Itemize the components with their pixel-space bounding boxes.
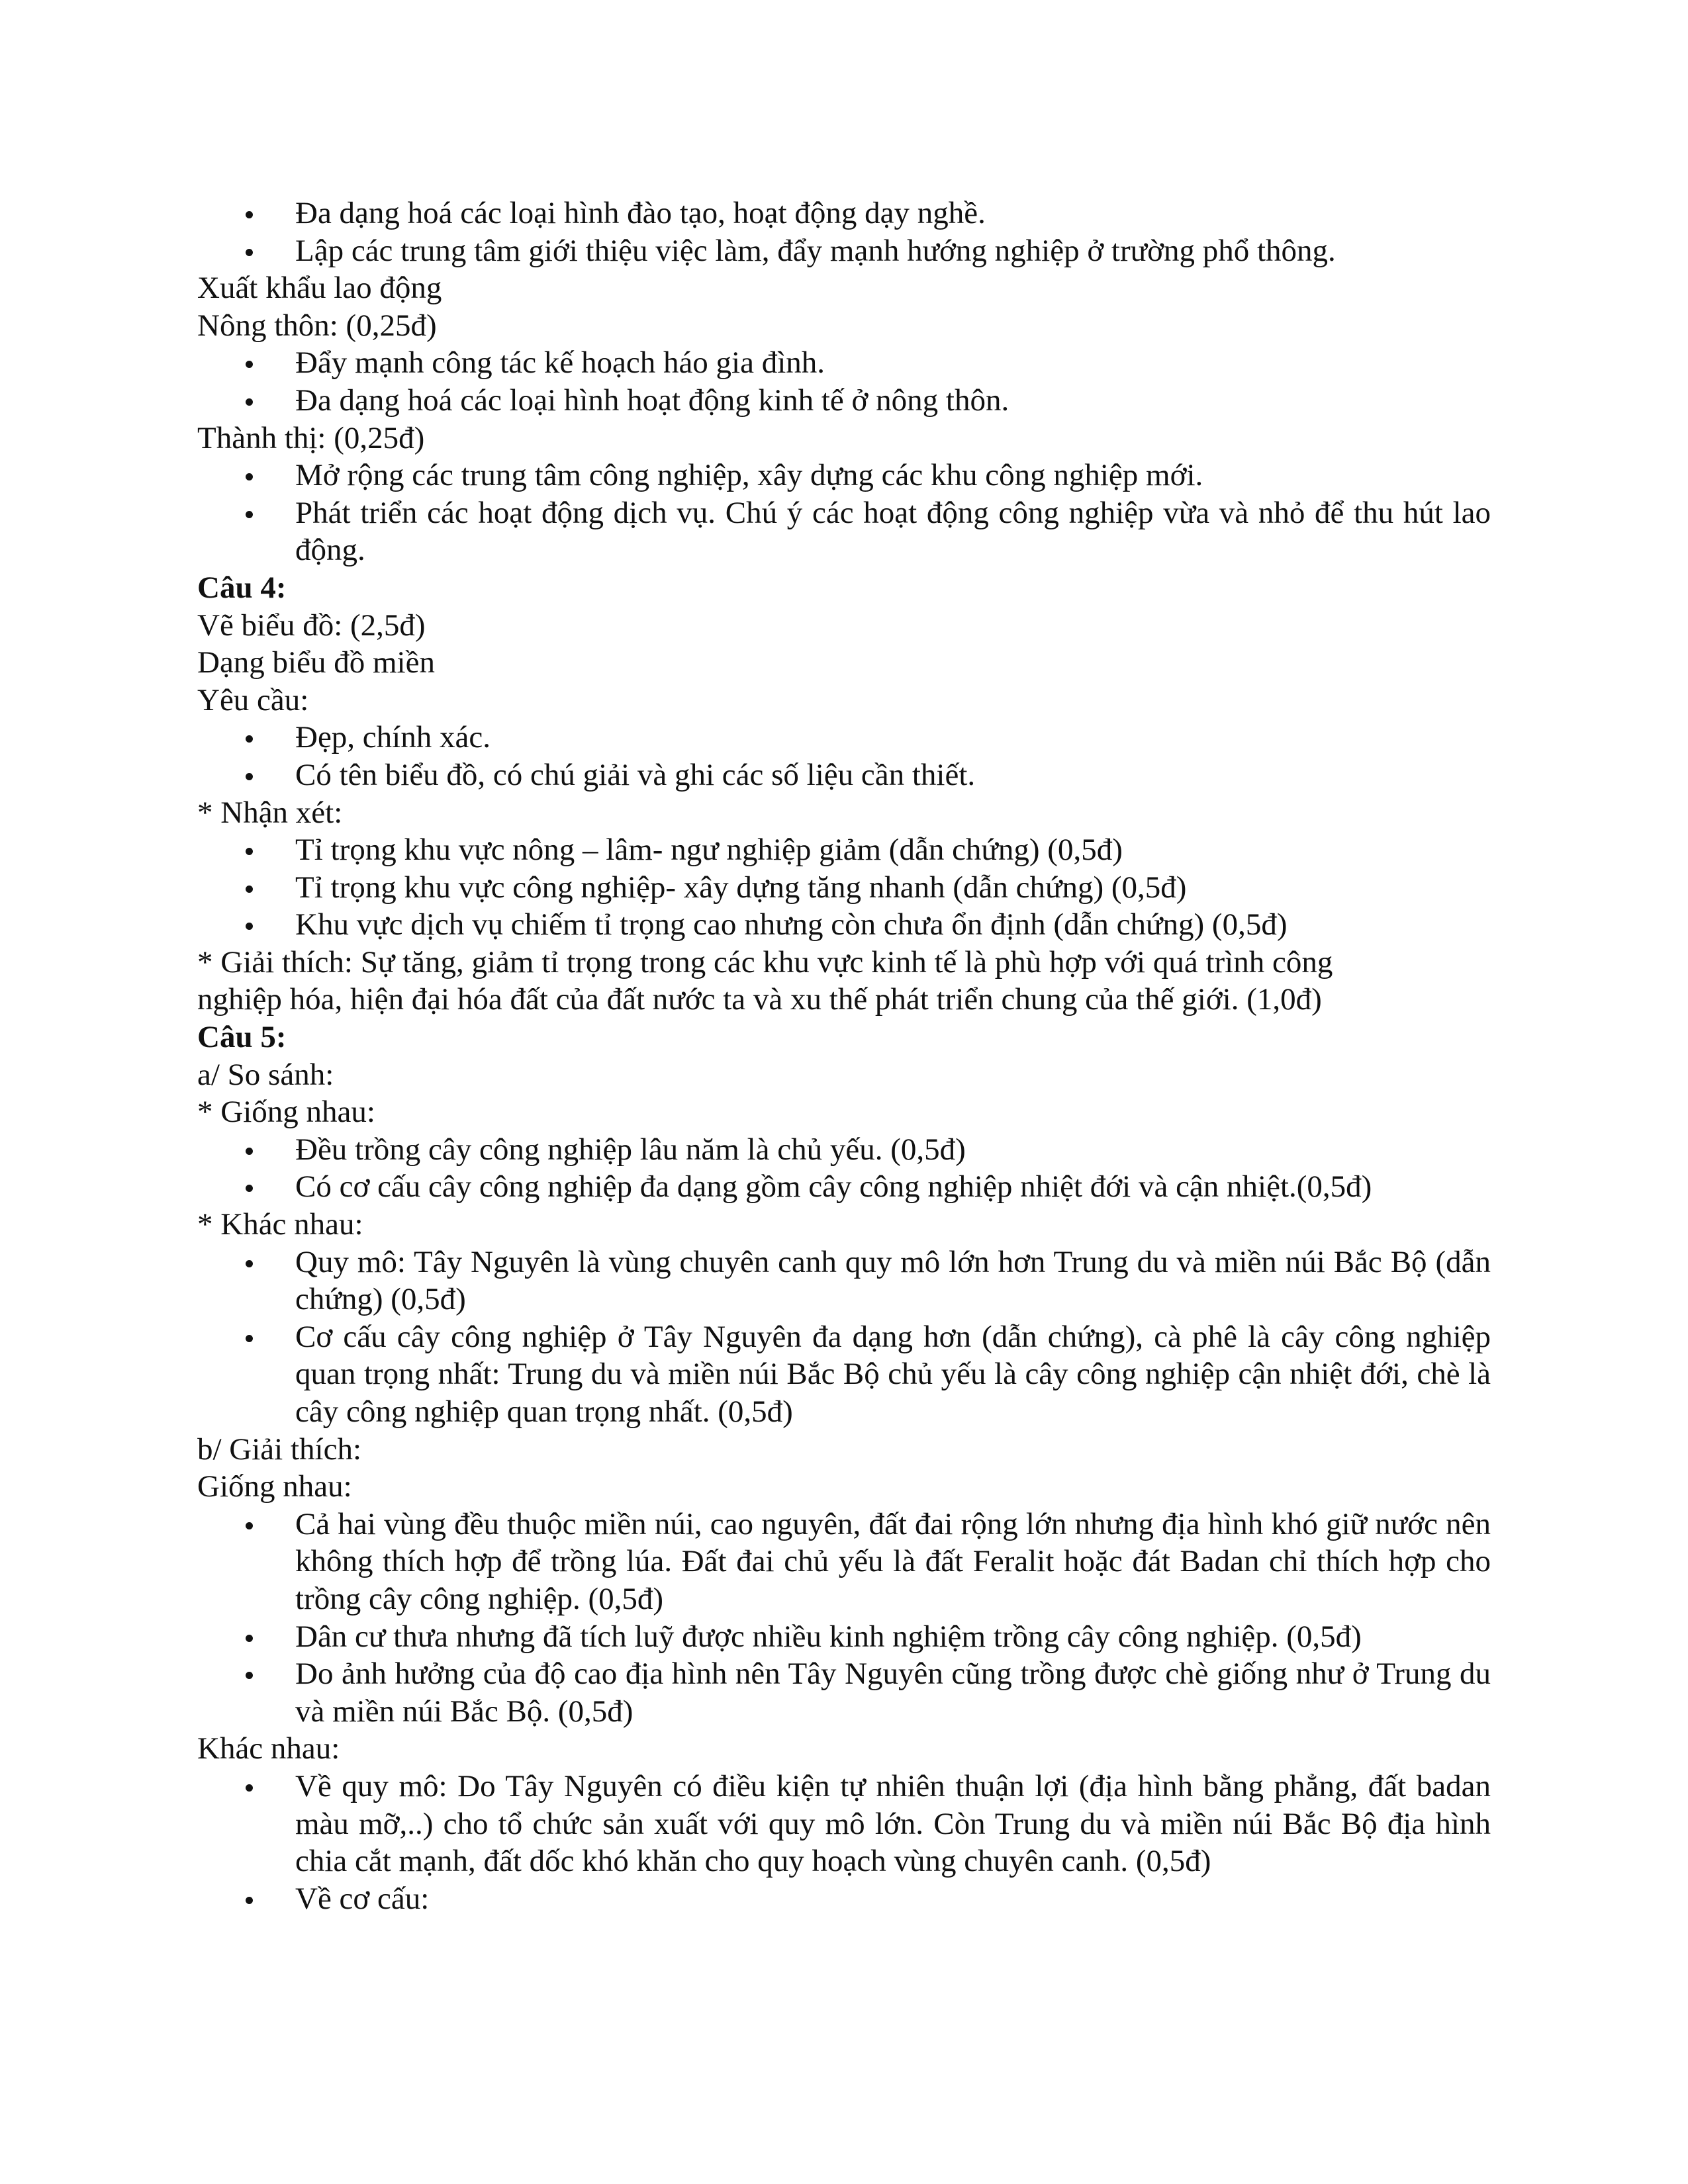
bullet-item	[197, 232, 1491, 270]
document-body	[197, 195, 1491, 1917]
bullet-text: Cả hai vùng đều thuộc miền núi, cao nguyên, đất đai rộng lớn nhưng địa hình khó giữ nước nên không thích hợp để trồng lúa. Đất đai chủ yếu là đất Feralit hoặc đát Badan chỉ thích hợp cho trồng cây công nghiệp. (0,5đ)	[295, 1506, 1491, 1616]
bullet-item	[197, 457, 1491, 494]
bullet-dot-icon	[246, 1260, 253, 1267]
bullet-text: Cơ cấu cây công nghiệp ở Tây Nguyên đa dạng hơn (dẫn chứng), cà phê là cây công nghiệp quan trọng nhất: Trung du và miền núi Bắc Bộ chủ yếu là cây công nghiệp cận nhiệt đới, chè là cây công nghiệp quan trọng nhất. (0,5đ)	[295, 1319, 1491, 1429]
bullet-text: Có cơ cấu cây công nghiệp đa dạng gồm cây công nghiệp nhiệt đới và cận nhiệt.(0,5đ)	[295, 1169, 1372, 1205]
bullet-text: Phát triển các hoạt động dịch vụ. Chú ý các hoạt động công nghiệp vừa và nhỏ để thu hút lao động.	[295, 495, 1491, 568]
bullet-dot-icon	[246, 1635, 253, 1642]
bullet-item	[197, 1618, 1491, 1656]
bullet-text: Dân cư thưa nhưng đã tích luỹ được nhiều kinh nghiệm trồng cây công nghiệp. (0,5đ)	[295, 1619, 1362, 1654]
bullet-text: Về quy mô: Do Tây Nguyên có điều kiện tự nhiên thuận lợi (địa hình bằng phẳng, đất badan màu mỡ,..) cho tổ chức sản xuất với quy mô lớn. Còn Trung du và miền núi Bắc Bộ địa hình chia cắt mạnh, đất dốc khó khăn cho quy hoạch vùng chuyên canh. (0,5đ)	[295, 1768, 1491, 1879]
text-line: * Giải thích: Sự tăng, giảm tỉ trọng trong các khu vực kinh tế là phù hợp với quá trình công	[197, 944, 1333, 979]
text-line: Dạng biểu đồ miền	[197, 645, 435, 680]
bullet-item	[197, 906, 1491, 944]
bullet-dot-icon	[246, 1897, 253, 1904]
bullet-item	[197, 831, 1491, 869]
bullet-text: Lập các trung tâm giới thiệu việc làm, đẩy mạnh hướng nghiệp ở trường phổ thông.	[295, 233, 1336, 268]
bullet-item	[197, 1880, 1491, 1918]
bullet-item	[197, 1318, 1491, 1431]
bullet-text: Tỉ trọng khu vực công nghiệp- xây dựng tăng nhanh (dẫn chứng) (0,5đ)	[295, 870, 1187, 905]
bullet-dot-icon	[246, 249, 253, 256]
bullet-dot-icon	[246, 511, 253, 518]
bullet-dot-icon	[246, 473, 253, 480]
text-line: * Nhận xét:	[197, 795, 343, 830]
bullet-text: Đa dạng hoá các loại hình hoạt động kinh tế ở nông thôn.	[295, 383, 1009, 418]
bullet-text: Có tên biểu đồ, có chú giải và ghi các số liệu cần thiết.	[295, 757, 976, 792]
bullet-dot-icon	[246, 211, 253, 218]
bullet-item	[197, 1506, 1491, 1618]
bullet-text: Đa dạng hoá các loại hình đào tạo, hoạt động dạy nghề.	[295, 196, 986, 230]
text-line: a/ So sánh:	[197, 1057, 334, 1092]
bullet-dot-icon	[246, 1185, 253, 1192]
section-heading: Câu 5:	[197, 1020, 287, 1055]
text-line: * Khác nhau:	[197, 1207, 363, 1242]
bullet-text: Đẩy mạnh công tác kế hoạch háo gia đình.	[295, 345, 825, 381]
bullet-item	[197, 1768, 1491, 1880]
bullet-dot-icon	[246, 923, 253, 930]
text-line: Khác nhau:	[197, 1731, 340, 1766]
text-line: Xuất khẩu lao động	[197, 271, 442, 306]
bullet-item	[197, 1168, 1491, 1206]
bullet-text: Khu vực dịch vụ chiếm tỉ trọng cao nhưng còn chưa ổn định (dẫn chứng) (0,5đ)	[295, 907, 1288, 942]
bullet-item	[197, 719, 1491, 756]
bullet-dot-icon	[246, 1672, 253, 1679]
bullet-dot-icon	[246, 848, 253, 855]
bullet-text: Về cơ cấu:	[295, 1881, 430, 1916]
section-heading: Câu 4:	[197, 570, 287, 605]
bullet-item	[197, 1655, 1491, 1730]
bullet-dot-icon	[246, 361, 253, 368]
bullet-dot-icon	[246, 773, 253, 780]
bullet-dot-icon	[246, 1335, 253, 1342]
bullet-dot-icon	[246, 735, 253, 743]
bullet-item	[197, 1244, 1491, 1318]
bullet-dot-icon	[246, 886, 253, 893]
bullet-dot-icon	[246, 1148, 253, 1155]
bullet-dot-icon	[246, 1522, 253, 1529]
text-line: Nông thôn: (0,25đ)	[197, 308, 437, 343]
text-line: Giống nhau:	[197, 1469, 352, 1504]
text-line: * Giống nhau:	[197, 1095, 375, 1130]
bullet-item	[197, 382, 1491, 420]
bullet-item	[197, 195, 1491, 232]
bullet-text: Tỉ trọng khu vực nông – lâm- ngư nghiệp giảm (dẫn chứng) (0,5đ)	[295, 833, 1123, 868]
bullet-text: Đều trồng cây công nghiệp lâu năm là chủ yếu. (0,5đ)	[295, 1132, 966, 1167]
bullet-item	[197, 756, 1491, 794]
text-line: nghiệp hóa, hiện đại hóa đất của đất nước ta và xu thế phát triển chung của thế giới. (1,0đ)	[197, 982, 1322, 1017]
bullet-item	[197, 869, 1491, 907]
bullet-item	[197, 494, 1491, 569]
text-line: b/ Giải thích:	[197, 1432, 362, 1467]
bullet-item	[197, 344, 1491, 382]
bullet-text: Mở rộng các trung tâm công nghiệp, xây dựng các khu công nghiệp mới.	[295, 458, 1203, 493]
text-line: Vẽ biểu đồ: (2,5đ)	[197, 608, 426, 643]
bullet-item	[197, 1131, 1491, 1169]
text-line: Thành thị: (0,25đ)	[197, 420, 425, 455]
bullet-text: Do ảnh hưởng của độ cao địa hình nên Tây Nguyên cũng trồng được chè giống như ở Trung du và miền núi Bắc Bộ. (0,5đ)	[295, 1657, 1491, 1729]
bullet-text: Đẹp, chính xác.	[295, 720, 491, 755]
bullet-text: Quy mô: Tây Nguyên là vùng chuyên canh quy mô lớn hơn Trung du và miền núi Bắc Bộ (dẫn chứng) (0,5đ)	[295, 1244, 1491, 1317]
bullet-dot-icon	[246, 1784, 253, 1792]
text-line: Yêu cầu:	[197, 682, 309, 717]
bullet-dot-icon	[246, 398, 253, 406]
